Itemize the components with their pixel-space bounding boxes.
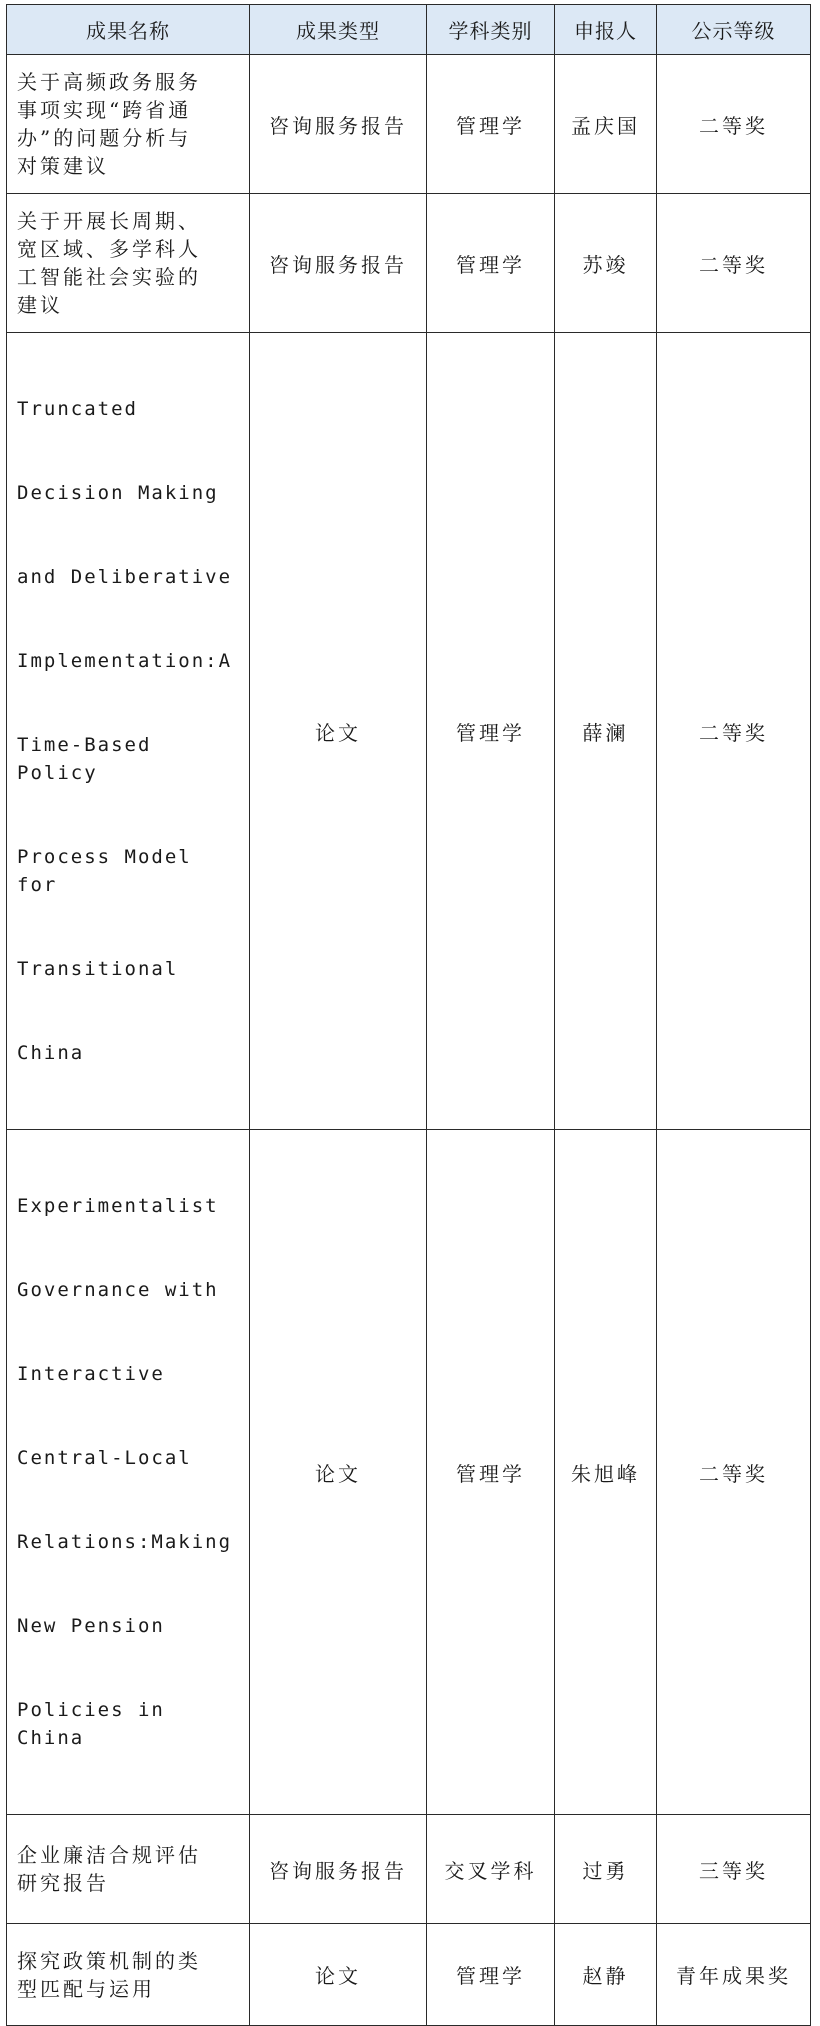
table-row <box>7 333 811 1130</box>
applicant-cell: 朱旭峰 <box>555 1130 657 1815</box>
table-row <box>7 1815 811 1924</box>
name-line: Governance with <box>17 1279 219 1301</box>
name-line: 研究报告 <box>17 1871 109 1895</box>
award-level-cell: 二等奖 <box>657 333 811 1130</box>
award-level-cell: 二等奖 <box>657 1130 811 1815</box>
discipline-cell: 管理学 <box>427 1130 555 1815</box>
name-line: 建议 <box>17 293 63 317</box>
applicant-cell: 孟庆国 <box>555 55 657 194</box>
header-applicant: 申报人 <box>555 5 657 55</box>
name-line: Process Model for <box>17 846 206 896</box>
table-row <box>7 1924 811 2026</box>
name-line: Interactive <box>17 1363 165 1385</box>
name-line: 关于开展长周期、 <box>17 209 201 233</box>
name-line: Relations:Making <box>17 1531 233 1553</box>
achievement-type-cell: 论文 <box>250 333 427 1130</box>
achievement-name-cell <box>7 1130 250 1815</box>
achievement-type-cell: 咨询服务报告 <box>250 55 427 194</box>
achievement-type-cell: 论文 <box>250 1130 427 1815</box>
name-line: 事项实现“跨省通 <box>17 98 192 122</box>
applicant-cell: 苏竣 <box>555 194 657 333</box>
name-line: Decision Making <box>17 482 219 504</box>
applicant-cell: 赵静 <box>555 1924 657 2026</box>
name-line: Experimentalist <box>17 1195 219 1217</box>
discipline-cell: 管理学 <box>427 55 555 194</box>
name-line: 宽区域、多学科人 <box>17 237 201 261</box>
achievement-type-cell: 论文 <box>250 1924 427 2026</box>
discipline-cell: 交叉学科 <box>427 1815 555 1924</box>
achievement-type-cell: 咨询服务报告 <box>250 194 427 333</box>
name-line: Truncated <box>17 398 138 420</box>
award-level-cell: 二等奖 <box>657 194 811 333</box>
name-line: 型匹配与运用 <box>17 1976 155 2001</box>
name-line: Transitional <box>17 958 179 980</box>
discipline-cell: 管理学 <box>427 194 555 333</box>
achievement-name-cell <box>7 55 250 194</box>
name-line: New Pension <box>17 1615 165 1637</box>
achievement-name-cell <box>7 1924 250 2026</box>
name-line: 探究政策机制的类 <box>17 1948 201 1973</box>
header-discipline: 学科类别 <box>427 5 555 55</box>
header-achievement-type: 成果类型 <box>250 5 427 55</box>
name-line: Central-Local <box>17 1447 192 1469</box>
achievement-name-cell <box>7 194 250 333</box>
achievement-type-cell: 咨询服务报告 <box>250 1815 427 1924</box>
award-level-cell: 二等奖 <box>657 55 811 194</box>
name-line: 对策建议 <box>17 154 109 178</box>
header-row <box>7 5 811 55</box>
applicant-cell: 薛澜 <box>555 333 657 1130</box>
achievement-name-cell <box>7 333 250 1130</box>
name-line: 企业廉洁合规评估 <box>17 1843 201 1867</box>
discipline-cell: 管理学 <box>427 1924 555 2026</box>
name-line: 关于高频政务服务 <box>17 70 201 94</box>
name-line: Time-Based Policy <box>17 734 165 784</box>
header-achievement-name: 成果名称 <box>7 5 250 55</box>
name-line: Policies in China <box>17 1699 179 1749</box>
award-level-cell: 三等奖 <box>657 1815 811 1924</box>
name-line: China <box>17 1042 85 1064</box>
table-row <box>7 1130 811 1815</box>
name-line: and Deliberative <box>17 566 233 588</box>
achievement-name-cell <box>7 1815 250 1924</box>
name-line: Implementation:A <box>17 650 233 672</box>
name-line: 工智能社会实验的 <box>17 265 201 289</box>
table-row <box>7 55 811 194</box>
awards-table <box>6 4 811 2026</box>
table-row <box>7 194 811 333</box>
discipline-cell: 管理学 <box>427 333 555 1130</box>
name-line: 办”的问题分析与 <box>17 126 192 150</box>
award-level-cell: 青年成果奖 <box>657 1924 811 2026</box>
table-header <box>7 5 811 55</box>
applicant-cell: 过勇 <box>555 1815 657 1924</box>
header-award-level: 公示等级 <box>657 5 811 55</box>
table-body <box>7 55 811 2026</box>
